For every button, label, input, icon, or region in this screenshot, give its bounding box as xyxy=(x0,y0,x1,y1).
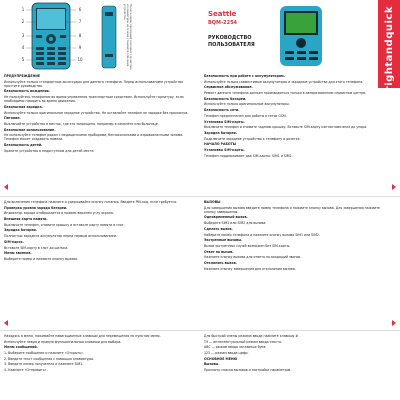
paragraph: 2. Введите текст сообщения с помощью клавиатуры. xyxy=(4,356,95,361)
callout-7: 7 xyxy=(78,19,82,24)
paragraph: Одновременный вызов. xyxy=(204,215,248,220)
paragraph: Меню сообщений. xyxy=(4,345,38,350)
paragraph: Зарядка батареи. xyxy=(4,228,38,233)
paragraph: 1. Выберите сообщение и нажмите «Открыть». xyxy=(4,351,85,356)
brand-side-text: brightandquick xyxy=(384,6,395,99)
paragraph: Используйте левую и правую функциональные клавиши для выбора. xyxy=(4,339,122,344)
page-arrow-left-icon xyxy=(4,184,8,190)
callout-2: 2 xyxy=(21,19,25,24)
paragraph: Вызовы. xyxy=(204,362,220,367)
brand-model-code: BQM-2254 xyxy=(208,20,238,26)
left-column-3 xyxy=(4,334,190,398)
paragraph: ABC — режим ввода заглавных букв. xyxy=(204,345,267,350)
paragraph: Отклонить вызов. xyxy=(204,260,237,265)
paragraph: SIM-карта. xyxy=(4,239,24,244)
paragraph: Выключите телефон и снимите заднюю крышку. Вставьте SIM-карту контактами вниз до упора. xyxy=(204,125,368,130)
section-title-calls: ВЫЗОВЫ xyxy=(204,200,221,204)
paragraph: Не используйте телефон рядом с медицинскими приборами, бензоколонками и взрывоопасными зонами. Телефон может создавать помехи. xyxy=(4,133,184,142)
page-arrow-right-icon xyxy=(392,320,396,326)
callout-3: 3 xyxy=(21,33,25,38)
paragraph: Ремонт данного телефона должен производиться только в авторизованном сервисном центре. xyxy=(204,91,367,96)
paragraph: Для включения телефона нажмите и удерживайте кнопку питания. Введите PIN-код, если требуется. xyxy=(4,200,178,204)
section-title-start: НАЧАЛО РАБОТЫ xyxy=(204,142,237,147)
callout-1: 1 xyxy=(21,7,25,12)
paragraph: Установка SIM-карты. xyxy=(204,119,245,124)
paragraph: Безопасное использование. xyxy=(4,127,56,132)
paragraph: Меню звонков. xyxy=(4,251,32,256)
right-column-1 xyxy=(204,74,390,180)
paragraph: Используйте только оригинальные аккумуляторы. xyxy=(204,102,290,107)
paragraph: Сделать вызов. xyxy=(204,226,233,231)
callout-8: 8 xyxy=(78,33,82,38)
left-column-1 xyxy=(4,74,190,180)
manual-title-1: РУКОВОДСТВО xyxy=(208,35,252,41)
paragraph: Индикатор заряда отображается в правом верхнем углу экрана. xyxy=(4,211,114,216)
paragraph: Находясь в меню, нажимайте навигационные клавиши для перемещения по пунктам меню. xyxy=(4,334,161,338)
paragraph: 3. Введите номер получателя и нажмите SIM1. xyxy=(4,362,84,367)
paragraph: Для совершения вызова введите номер телефона и нажмите кнопку вызова. Для завершения нажмите кнопку завершения. xyxy=(204,205,380,214)
paragraph: Вставьте SIM-карту в слот до щелчка. xyxy=(4,245,69,250)
callout-10: 10 xyxy=(77,57,83,62)
phone-illustration xyxy=(22,2,80,70)
page-divider xyxy=(0,330,400,331)
paragraph: Телефон предназначен для работы в сетях GSM. xyxy=(204,113,287,118)
paragraph: Питание. xyxy=(4,116,21,121)
callout-5: 5 xyxy=(21,57,25,62)
paragraph: 4. Нажмите «Отправить». xyxy=(4,368,48,373)
phone-photo xyxy=(272,4,330,68)
paragraph: 123 — режим ввода цифр. xyxy=(204,351,249,356)
vertical-side-note: На весь экран пропорций сенсорного монитора и клавиатуры на основе стандарта описания устройства xyxy=(123,4,132,70)
paragraph: Ответ на вызов. xyxy=(204,249,234,254)
paragraph: Безопасность вождения. xyxy=(4,89,50,94)
paragraph: Используйте только стандартные аксессуары для данного телефона. Перед использованием устройства прочтите руководство. xyxy=(4,79,183,88)
callout-4: 4 xyxy=(21,45,25,50)
section-title-menu: ОСНОВНОЕ МЕНЮ xyxy=(204,356,238,361)
paragraph: Не пользуйтесь телефоном во время управления транспортным средством. Используйте гарнитуру, если необходимо говорить во время движения. xyxy=(4,95,184,104)
side-phone-illustration xyxy=(98,4,120,70)
paragraph: Храните устройство в недоступном для детей месте. xyxy=(4,148,95,153)
paragraph: Безопасность детей. xyxy=(4,143,43,148)
paragraph: Сервисное обслуживание. xyxy=(204,85,253,90)
paragraph: Вызов экстренных служб возможен без SIM-карты. xyxy=(204,243,291,248)
left-column-2 xyxy=(4,200,190,318)
paragraph: Выберите номер и нажмите кнопку вызова. xyxy=(4,256,79,261)
callout-9: 9 xyxy=(78,45,82,50)
paragraph: Нажмите кнопку завершения для отклонения вызова. xyxy=(204,266,296,271)
section-title-warning: ПРЕДУПРЕЖДЕНИЕ xyxy=(4,74,41,78)
paragraph: Проверка уровня заряда батареи. xyxy=(4,205,68,210)
right-column-2 xyxy=(204,200,390,318)
paragraph: Выберите SIM1 или SIM2 для вызова. xyxy=(204,221,267,226)
page-arrow-right-icon xyxy=(392,184,396,190)
page-divider xyxy=(0,196,400,197)
paragraph: Безопасность сети. xyxy=(204,108,240,113)
paragraph: Безопасная зарядка. xyxy=(4,104,43,109)
paragraph: Нажмите кнопку вызова для ответа на входящий звонок. xyxy=(204,255,302,260)
paragraph: Телефон поддерживает две SIM-карты: SIM1 и SIM2. xyxy=(204,153,293,158)
paragraph: Внешняя карта памяти. xyxy=(4,217,48,222)
page-arrow-left-icon xyxy=(4,320,8,326)
manual-title-2: ПОЛЬЗОВАТЕЛЯ xyxy=(208,42,255,48)
paragraph: Используйте только совместимые аккумуляторы и зарядные устройства для этого телефона. xyxy=(204,79,364,84)
paragraph: Экстренные вызовы. xyxy=(204,238,243,243)
paragraph: Используйте только оригинальное зарядное устройство. Не оставляйте телефон на зарядке без присмотра. xyxy=(4,110,189,115)
paragraph: Выключите телефон, снимите крышку и вставьте карту памяти в слот. xyxy=(4,222,125,227)
paragraph: Установка SIM-карты. xyxy=(204,147,245,152)
paragraph: Полностью зарядите аккумулятор перед первым использованием. xyxy=(4,234,117,239)
paragraph: Просмотр списка вызовов и настройка параметров. xyxy=(204,368,292,373)
paragraph: Зарядка батареи. xyxy=(204,130,238,135)
paragraph: Наберите номер телефона и нажмите кнопку вызова SIM1 или SIM2. xyxy=(204,232,320,237)
right-column-3 xyxy=(204,334,390,398)
callout-6: 6 xyxy=(78,7,82,12)
paragraph: Подключите зарядное устройство к телефону и розетке. xyxy=(204,136,301,141)
paragraph: Для быстрой смены режима ввода нажмите клавишу #. xyxy=(204,334,300,338)
paragraph: Безопасность батареи. xyxy=(204,96,247,101)
paragraph: T9 — интеллектуальный режим ввода текста. xyxy=(204,339,282,344)
paragraph: Безопасность при работе с аккумулятором. xyxy=(204,74,285,78)
brand-model-name: Seattle xyxy=(208,10,237,18)
paragraph: Выключайте устройство в местах, где это запрещено, например в самолёте или больнице. xyxy=(4,122,159,126)
